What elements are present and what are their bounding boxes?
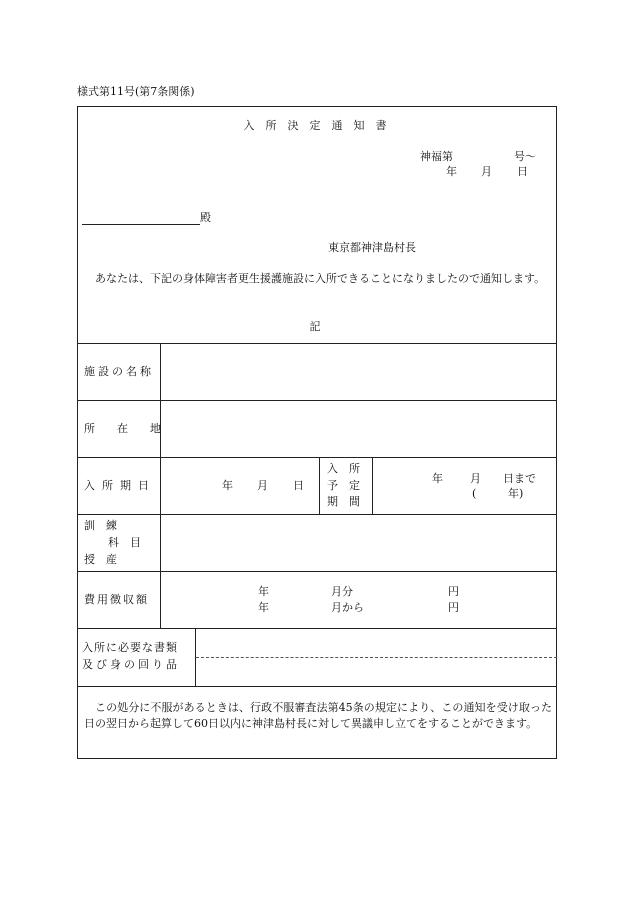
addressee-suffix: 殿 xyxy=(200,211,211,224)
issuer: 東京都神津島村長 xyxy=(328,241,416,254)
period-years: 年) xyxy=(508,487,524,500)
fee-line2-year: 年 xyxy=(258,601,269,614)
fee-line1-month: 月分 xyxy=(331,585,353,598)
addressee-line xyxy=(82,224,200,225)
rule-admission-bottom xyxy=(77,514,557,515)
admission-year: 年 xyxy=(222,479,233,492)
period-month: 月 xyxy=(470,472,481,485)
location-label: 所 在 地 xyxy=(84,422,161,435)
appeal-text: この処分に不服があるときは、行政不服審査法第45条の規定により、この通知を受け取った日の翌日から起算して60日以内に神津島村長に対して異議申し立てをすることができます。 xyxy=(84,701,552,730)
period-paren-open: ( xyxy=(472,487,477,500)
form-number: 様式第11号(第7条関係) xyxy=(77,85,195,98)
rule-ki-bottom xyxy=(77,343,557,344)
admission-month: 月 xyxy=(257,479,268,492)
rule-items-dashed xyxy=(196,657,557,658)
date-day: 日 xyxy=(517,165,528,178)
rule-items-bottom xyxy=(77,686,557,687)
items-label-1: 入所に必要な書類 xyxy=(82,641,178,654)
rule-label-column xyxy=(160,343,161,628)
body-text: あなたは、下記の身体障害者更生援護施設に入所できることになりましたので通知します。 xyxy=(95,272,546,285)
rule-period-label-left xyxy=(319,457,320,514)
fee-line2-month: 月から xyxy=(331,601,364,614)
training-label-3: 授 産 xyxy=(84,553,117,566)
planned-period-label-2: 予 定 xyxy=(327,479,360,492)
period-until: 日まで xyxy=(503,472,536,485)
planned-period-label-1: 入 所 xyxy=(327,462,360,475)
admission-day: 日 xyxy=(293,479,304,492)
fee-line1-yen: 円 xyxy=(448,585,459,598)
reference-suffix: 号〜 xyxy=(514,150,536,163)
items-label-2: 及び身の回り品 xyxy=(82,658,180,671)
rule-fee-bottom xyxy=(77,628,557,629)
fee-line1-year: 年 xyxy=(258,585,269,598)
planned-period-label-3: 期 間 xyxy=(327,495,360,508)
admission-date-label: 入所期日 xyxy=(84,479,156,492)
ki-label: 記 xyxy=(309,320,321,333)
date-month: 月 xyxy=(481,165,492,178)
fee-line2-yen: 円 xyxy=(448,601,459,614)
rule-period-label-right xyxy=(372,457,373,514)
training-label-2: 科 目 xyxy=(108,536,141,549)
rule-training-bottom xyxy=(77,571,557,572)
period-year: 年 xyxy=(432,472,443,485)
date-year: 年 xyxy=(446,165,457,178)
training-label-1: 訓 練 xyxy=(84,519,117,532)
fee-label: 費用徴収額 xyxy=(84,593,149,606)
facility-name-label: 施設の名称 xyxy=(84,365,154,378)
document-title: 入 所 決 定 通 知 書 xyxy=(243,119,387,132)
reference-prefix: 神福第 xyxy=(420,150,453,163)
rule-location-bottom xyxy=(77,457,557,458)
rule-facility-bottom xyxy=(77,400,557,401)
